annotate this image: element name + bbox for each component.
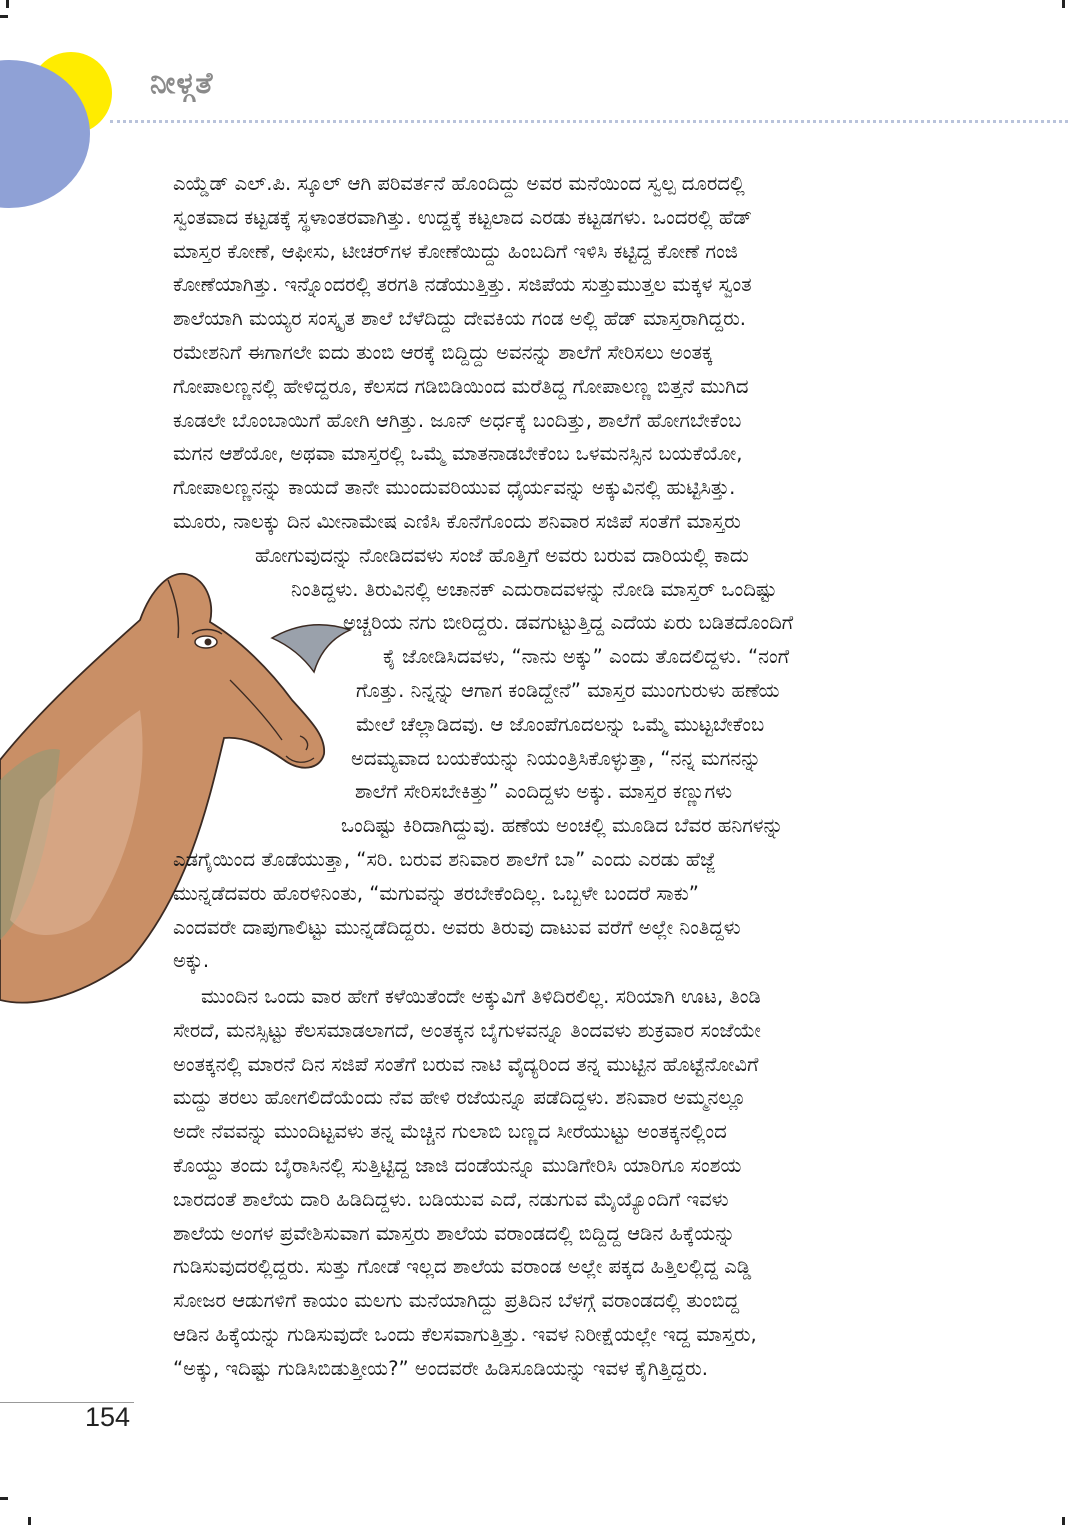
text-line: ಗೊತ್ತು. ನಿನ್ನನ್ನು ಆಗಾಗ ಕಂಡಿದ್ದೇನೆ” ಮಾಸ್ತರ ಮುಂಗುರುಳು ಹಣೆಯ: [356, 678, 780, 702]
crop-mark: [0, 1497, 8, 1500]
header-dotted-rule: [110, 120, 1068, 123]
text-line: ಮುನ್ನಡೆದವರು ಹೊರಳಿನಿಂತು, “ಮಗುವನ್ನು ತರಬೇಕೆಂದಿಲ್ಲ. ಒಬ್ಬಳೇ ಬಂದರೆ ಸಾಕು”: [173, 881, 699, 905]
text-line: ಶಾಲೆಗೆ ಸೇರಿಸಬೇಕಿತ್ತು” ಎಂದಿದ್ದಳು ಅಕ್ಕು. ಮಾಸ್ತರ ಕಣ್ಣುಗಳು: [355, 780, 733, 804]
text-line: ಅಂತಕ್ಕನಲ್ಲಿ ಮಾರನೆ ದಿನ ಸಜಿಪೆ ಸಂತೆಗೆ ಬರುವ ನಾಟಿ ವೈದ್ಯರಿಂದ ತನ್ನ ಮುಟ್ಟಿನ ಹೊಟ್ಟೆನೋವಿಗೆ: [173, 1052, 759, 1076]
text-line: ಮೇಲೆ ಚೆಲ್ಲಾಡಿದವು. ಆ ಜೊಂಪೆಗೂದಲನ್ನು ಒಮ್ಮೆ ಮುಟ್ಟಬೇಕೆಂಬ: [356, 712, 765, 736]
text-line: ಶಾಲೆಯಾಗಿ ಮಯ್ಯರ ಸಂಸ್ಕೃತ ಶಾಲೆ ಬೆಳೆದಿದ್ದು ದೇವಕಿಯ ಗಂಡ ಅಲ್ಲಿ ಹೆಡ್ ಮಾಸ್ತರಾಗಿದ್ದರು.: [173, 307, 747, 331]
text-line: ಅಕ್ಕು.: [173, 949, 210, 973]
text-line: ಆಡಿನ ಹಿಕ್ಕೆಯನ್ನು ಗುಡಿಸುವುದೇ ಒಂದು ಕೆಲಸವಾಗುತ್ತಿತ್ತು. ಇವಳ ನಿರೀಕ್ಷೆಯಲ್ಲೇ ಇದ್ದ ಮಾಸ್ತರು,: [173, 1322, 757, 1346]
text-line: ನಿಂತಿದ್ದಳು. ತಿರುವಿನಲ್ಲಿ ಅಚಾನಕ್ ಎದುರಾದವಳನ್ನು ನೋಡಿ ಮಾಸ್ತರ್ ಒಂದಿಷ್ಟು: [291, 577, 777, 601]
text-line: ಗೋಪಾಲಣ್ಣನನ್ನು ಕಾಯದೆ ತಾನೇ ಮುಂದುವರಿಯುವ ಧೈರ್ಯವನ್ನು ಅಕ್ಕುವಿನಲ್ಲಿ ಹುಟ್ಟಿಸಿತ್ತು.: [173, 476, 736, 500]
section-title: ನೀಳ್ಗತೆ: [150, 66, 214, 101]
text-line: ಸೇರದೆ, ಮನಸ್ಸಿಟ್ಟು ಕೆಲಸಮಾಡಲಾಗದೆ, ಅಂತಕ್ಕನ ಬೈಗುಳವನ್ನೂ ತಿಂದವಳು ಶುಕ್ರವಾರ ಸಂಜೆಯೇ: [173, 1018, 761, 1042]
text-line: ಅಚ್ಚರಿಯ ನಗು ಬೀರಿದ್ದರು. ಡವಗುಟ್ಟುತ್ತಿದ್ದ ಎದೆಯ ಏರು ಬಡಿತದೊಂದಿಗೆ: [343, 611, 794, 635]
crop-mark: [6, 0, 9, 8]
text-line: ಅದಮ್ಯವಾದ ಬಯಕೆಯನ್ನು ನಿಯಂತ್ರಿಸಿಕೊಳ್ಳುತ್ತಾ, “ನನ್ನ ಮಗನನ್ನು: [351, 746, 762, 770]
paragraph-1-block: [173, 167, 946, 978]
text-line: ಅದೇ ನೆವವನ್ನು ಮುಂದಿಟ್ಟವಳು ತನ್ನ ಮೆಚ್ಚಿನ ಗುಲಾಬಿ ಬಣ್ಣದ ಸೀರೆಯುಟ್ಟು ಅಂತಕ್ಕನಲ್ಲಿಂದ: [173, 1120, 727, 1144]
text-line: ಮಾಸ್ತರ ಕೋಣೆ, ಆಫೀಸು, ಟೀಚರ್‌ಗಳ ಕೋಣೆಯಿದ್ದು ಹಿಂಬದಿಗೆ ಇಳಿಸಿ ಕಟ್ಟಿದ್ದ ಕೋಣೆ ಗಂಜಿ: [173, 239, 738, 263]
text-line: ರಮೇಶನಿಗೆ ಈಗಾಗಲೇ ಐದು ತುಂಬಿ ಆರಕ್ಕೆ ಬಿದ್ದಿದ್ದು ಅವನನ್ನು ಶಾಲೆಗೆ ಸೇರಿಸಲು ಅಂತಕ್ಕ: [173, 340, 713, 364]
crop-mark: [0, 15, 8, 18]
text-line: ಮಗನ ಆಶೆಯೋ, ಅಥವಾ ಮಾಸ್ತರಲ್ಲಿ ಒಮ್ಮೆ ಮಾತನಾಡಬೇಕೆಂಬ ಒಳಮನಸ್ಸಿನ ಬಯಕೆಯೋ,: [173, 442, 743, 466]
crop-mark: [1062, 0, 1065, 8]
text-line: ಮದ್ದು ತರಲು ಹೋಗಲಿದೆಯೆಂದು ನೆವ ಹೇಳಿ ರಜೆಯನ್ನೂ ಪಡೆದಿದ್ದಳು. ಶನಿವಾರ ಅಮ್ಮನಲ್ಲೂ: [173, 1086, 746, 1110]
text-line: ಕೋಣೆಯಾಗಿತ್ತು. ಇನ್ನೊಂದರಲ್ಲಿ ತರಗತಿ ನಡೆಯುತ್ತಿತ್ತು. ಸಜಿಪೆಯ ಸುತ್ತುಮುತ್ತಲ ಮಕ್ಕಳ ಸ್ವಂತ: [173, 273, 752, 297]
text-line: “ಅಕ್ಕು, ಇದಿಷ್ಟು ಗುಡಿಸಿಬಿಡುತ್ತೀಯ?” ಅಂದವರೇ ಹಿಡಿಸೂಡಿಯನ್ನು ಇವಳ ಕೈಗಿತ್ತಿದ್ದರು.: [173, 1356, 708, 1380]
crop-mark: [1062, 1517, 1065, 1525]
text-line: ಮುಂದಿನ ಒಂದು ವಾರ ಹೇಗೆ ಕಳೆಯಿತೆಂದೇ ಅಕ್ಕುವಿಗೆ ತಿಳಿದಿರಲಿಲ್ಲ. ಸರಿಯಾಗಿ ಊಟ, ತಿಂಡಿ: [201, 985, 761, 1008]
text-line: ಬಾರದಂತೆ ಶಾಲೆಯ ದಾರಿ ಹಿಡಿದಿದ್ದಳು. ಬಡಿಯುವ ಎದೆ, ನಡುಗುವ ಮೈಯ್ಯೊಂದಿಗೆ ಇವಳು: [173, 1187, 729, 1211]
text-line: ಒಂದಿಷ್ಟು ಕಿರಿದಾಗಿದ್ದುವು. ಹಣೆಯ ಅಂಚಲ್ಲಿ ಮೂಡಿದ ಬೆವರ ಹನಿಗಳನ್ನು: [341, 814, 784, 838]
text-line: ಗುಡಿಸುವುದರಲ್ಲಿದ್ದರು. ಸುತ್ತು ಗೋಡೆ ಇಲ್ಲದ ಶಾಲೆಯ ವರಾಂಡ ಅಲ್ಲೇ ಪಕ್ಕದ ಹಿತ್ತಿಲಲ್ಲಿದ್ದ ಎಡ್ಡಿ: [173, 1255, 752, 1279]
crop-mark: [28, 1517, 31, 1525]
text-line: ಗೋಪಾಲಣ್ಣನಲ್ಲಿ ಹೇಳಿದ್ದರೂ, ಕೆಲಸದ ಗಡಿಬಿಡಿಯಿಂದ ಮರೆತಿದ್ದ ಗೋಪಾಲಣ್ಣ ಬಿತ್ತನೆ ಮುಗಿದ: [173, 374, 749, 398]
text-line: ಎಂದವರೇ ದಾಪುಗಾಲಿಟ್ಟು ಮುನ್ನಡೆದಿದ್ದರು. ಅವರು ತಿರುವು ದಾಟುವ ವರೆಗೆ ಅಲ್ಲೇ ನಿಂತಿದ್ದಳು: [173, 915, 741, 939]
text-line: ಸ್ವಂತವಾದ ಕಟ್ಟಡಕ್ಕೆ ಸ್ಥಳಾಂತರವಾಗಿತ್ತು. ಉದ್ದಕ್ಕೆ ಕಟ್ಟಲಾದ ಎರಡು ಕಟ್ಟಡಗಳು. ಒಂದರಲ್ಲಿ ಹೆಡ್: [173, 205, 753, 229]
text-line: ಮೂರು, ನಾಲಕ್ಕು ದಿನ ಮೀನಾಮೇಷ ಎಣಿಸಿ ಕೊನೆಗೊಂದು ಶನಿವಾರ ಸಜಿಪೆ ಸಂತೆಗೆ ಮಾಸ್ತರು: [173, 509, 741, 533]
text-line: ಎಯ್ಡೆಡ್ ಎಲ್.ಪಿ. ಸ್ಕೂಲ್ ಆಗಿ ಪರಿವರ್ತನೆ ಹೊಂದಿದ್ದು ಅವರ ಮನೆಯಿಂದ ಸ್ವಲ್ಪ ದೂರದಲ್ಲಿ: [173, 172, 745, 195]
text-line: ಕೈ ಜೋಡಿಸಿದವಳು, “ನಾನು ಅಕ್ಕು” ಎಂದು ತೊದಲಿದ್ದಳು. “ನಂಗೆ: [383, 645, 790, 669]
text-line: ಹೋಗುವುದನ್ನು ನೋಡಿದವಳು ಸಂಜೆ ಹೊತ್ತಿಗೆ ಅವರು ಬರುವ ದಾರಿಯಲ್ಲಿ ಕಾದು: [255, 543, 749, 567]
text-line: ಕೂಡಲೇ ಬೊಂಬಾಯಿಗೆ ಹೋಗಿ ಆಗಿತ್ತು. ಜೂನ್ ಅರ್ಧಕ್ಕೆ ಬಂದಿತ್ತು, ಶಾಲೆಗೆ ಹೋಗಬೇಕೆಂಬ: [173, 408, 742, 432]
page-number: 154: [85, 1402, 131, 1432]
text-line: ಎಡಗೈಯಿಂದ ತೊಡೆಯುತ್ತಾ, “ಸರಿ. ಬರುವ ಶನಿವಾರ ಶಾಲೆಗೆ ಬಾ” ಎಂದು ಎರಡು ಹೆಜ್ಜೆ: [173, 847, 716, 871]
paragraph-2-block: [173, 980, 946, 1386]
text-line: ಸೋಜರ ಆಡುಗಳಿಗೆ ಕಾಯಂ ಮಲಗು ಮನೆಯಾಗಿದ್ದು ಪ್ರತಿದಿನ ಬೆಳಗ್ಗೆ ವರಾಂಡದಲ್ಲಿ ತುಂಬಿದ್ದ: [173, 1289, 740, 1313]
text-line: ಕೊಯ್ದು ತಂದು ಬೈರಾಸಿನಲ್ಲಿ ಸುತ್ತಿಟ್ಟಿದ್ದ ಜಾಜಿ ದಂಡೆಯನ್ನೂ ಮುಡಿಗೇರಿಸಿ ಯಾರಿಗೂ ಸಂಶಯ: [173, 1153, 742, 1177]
text-line: ಶಾಲೆಯ ಅಂಗಳ ಪ್ರವೇಶಿಸುವಾಗ ಮಾಸ್ತರು ಶಾಲೆಯ ವರಾಂಡದಲ್ಲಿ ಬಿದ್ದಿದ್ದ ಆಡಿನ ಹಿಕ್ಕೆಯನ್ನು: [173, 1221, 736, 1245]
